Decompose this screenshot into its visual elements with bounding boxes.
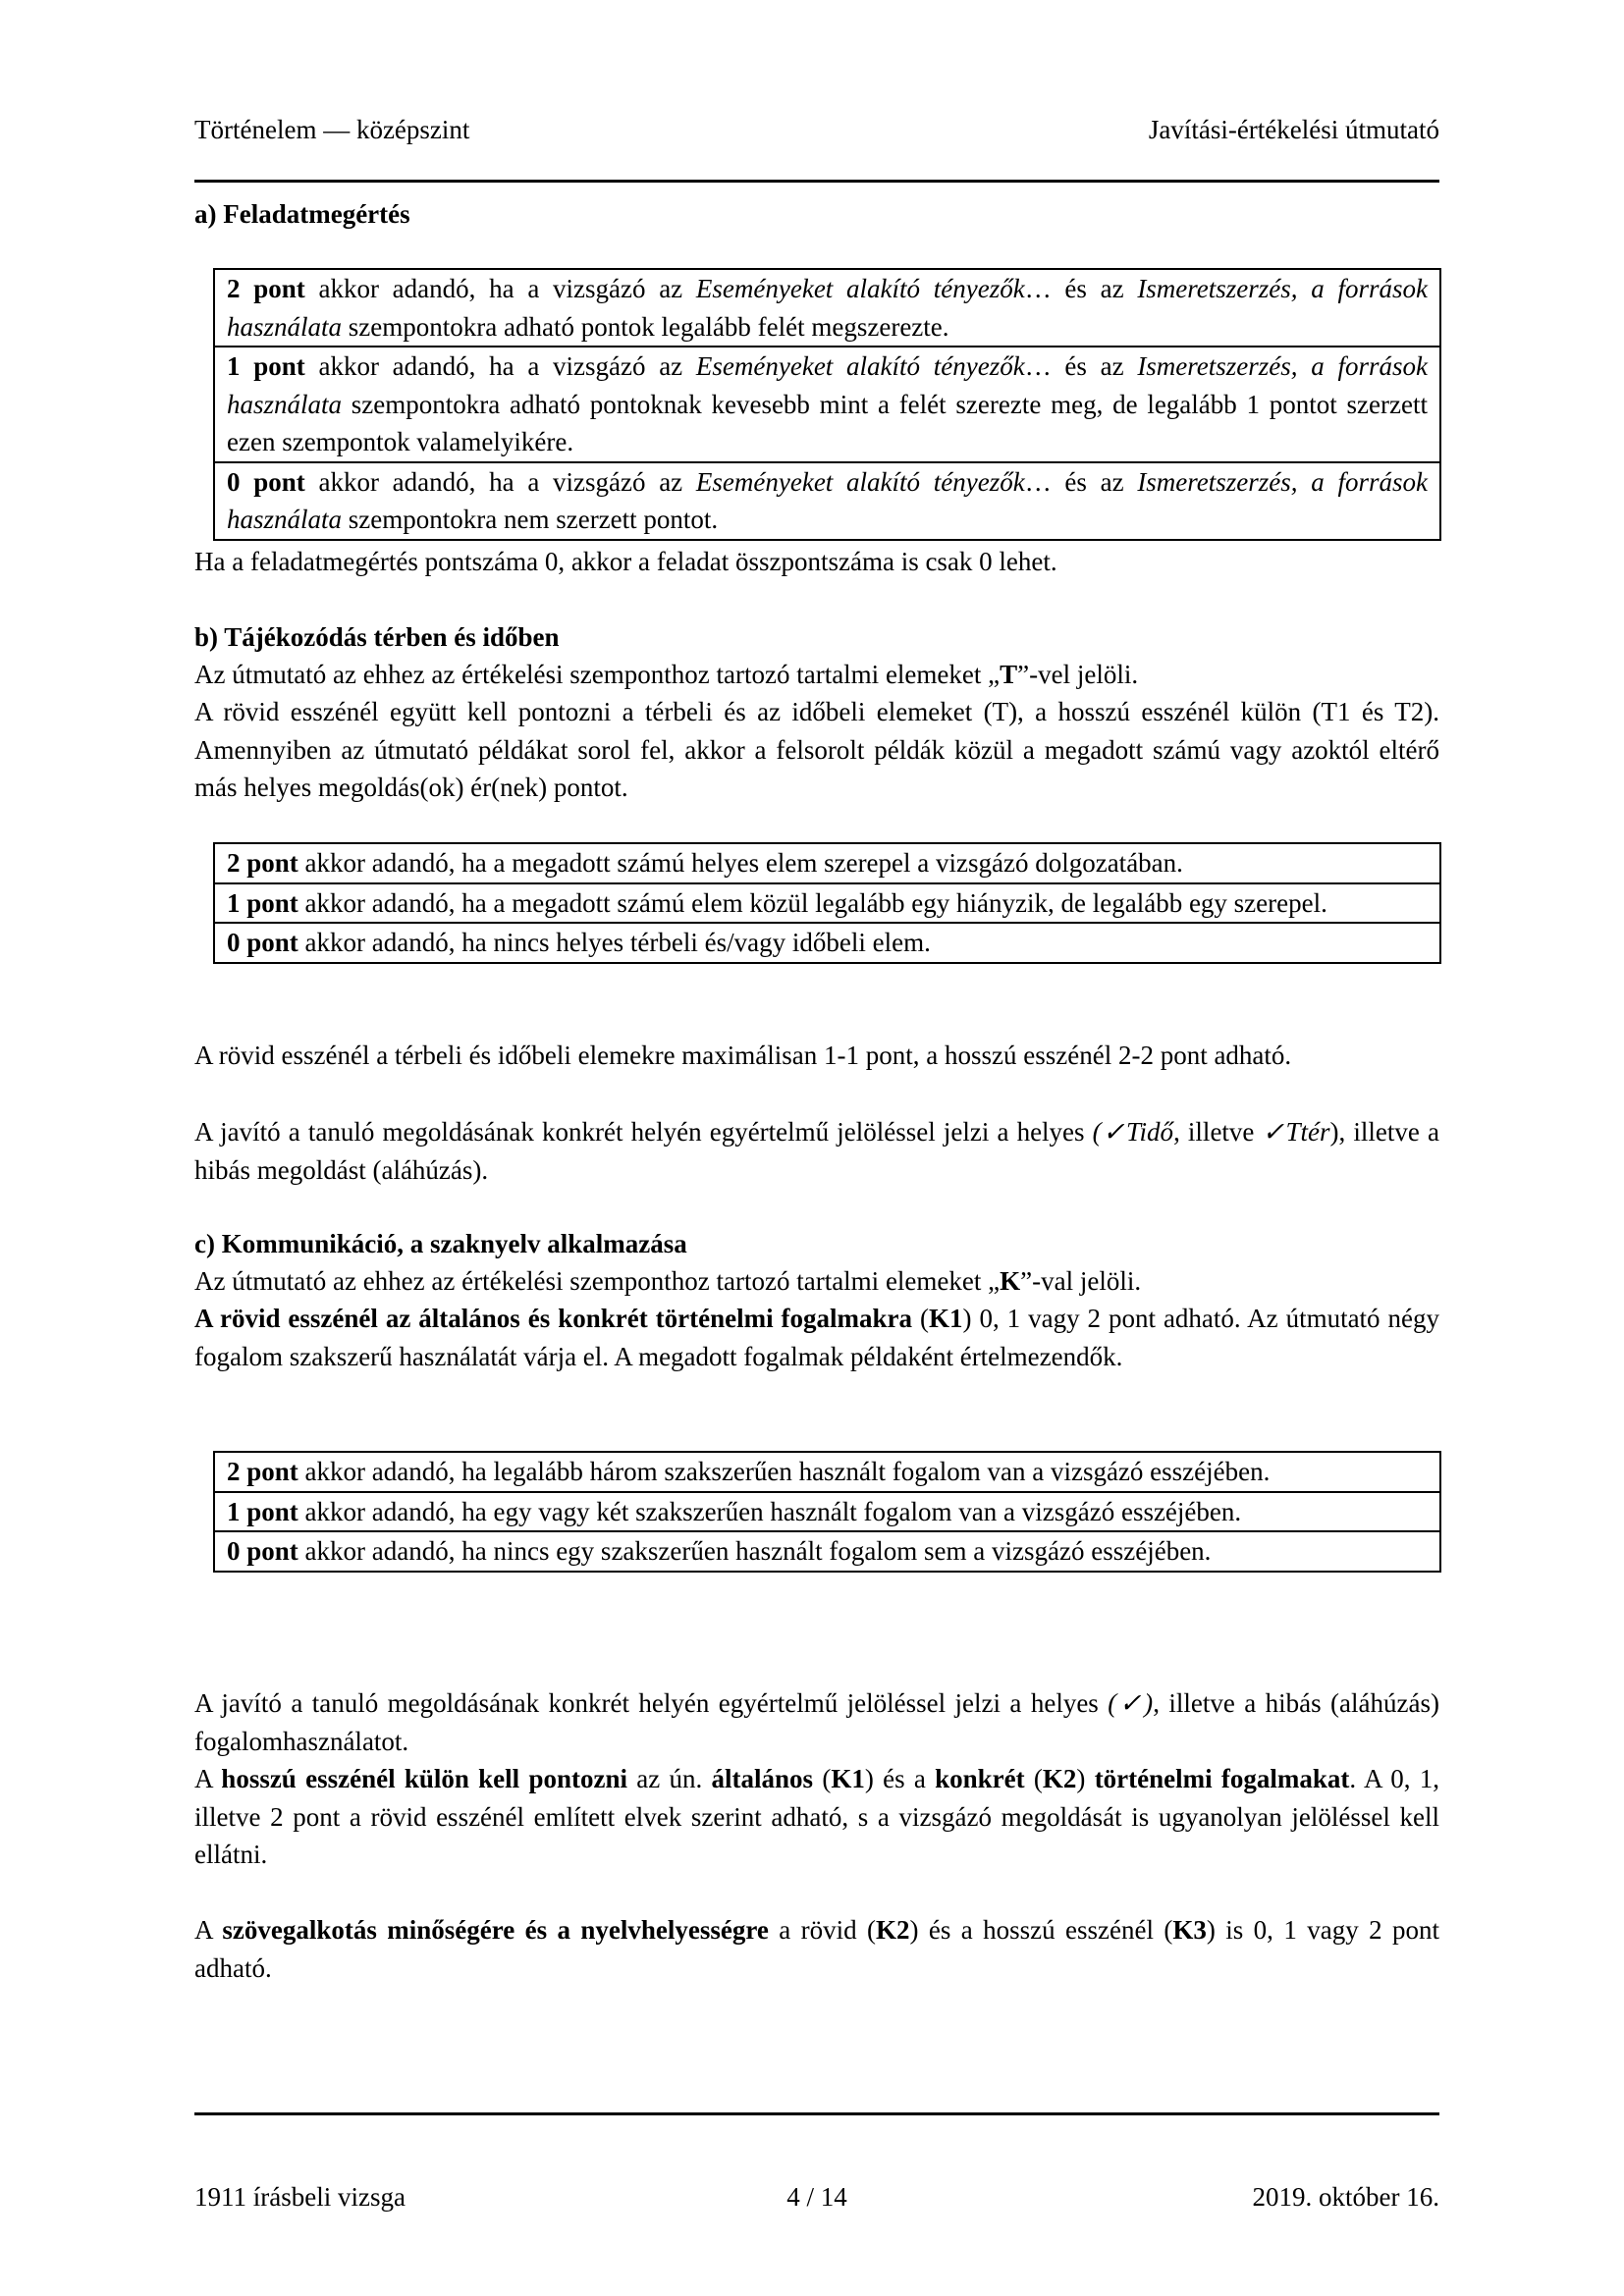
checkmark-label: (✓) xyxy=(1108,1688,1154,1718)
criterion-name: Eseményeket alakító tényezők xyxy=(695,274,1025,303)
row-text: szempontokra adható pontoknak kevesebb mint a felét szerezte meg, de legalább 1 pontot szerzett ezen szempontok valamelyikére. xyxy=(227,389,1428,456)
section-c-short-essay-rule xyxy=(194,1300,1439,1375)
text: , illetve a hibás (aláhúzás) fogalomhasználatot. xyxy=(194,1688,1439,1756)
text: ) is 0, 1 vagy 2 pont adható. xyxy=(194,1915,1439,1983)
section-a-scoring-table xyxy=(213,268,1441,541)
page-header xyxy=(194,110,1439,149)
points-label: 2 pont xyxy=(227,848,298,878)
section-c-scoring-table xyxy=(213,1451,1441,1573)
row-text: … és az xyxy=(1024,466,1138,497)
note-text: , illetve xyxy=(1173,1117,1263,1147)
footer-rule xyxy=(194,2112,1439,2115)
row-text: … és az xyxy=(1024,351,1138,381)
header-doc-title: Javítási-értékelési útmutató xyxy=(1148,115,1439,144)
section-c-title: c) Kommunikáció, a szaknyelv alkalmazása xyxy=(194,1229,687,1258)
code-k2: K2 xyxy=(1042,1764,1077,1793)
section-a-note: Ha a feladatmegértés pontszáma 0, akkor a feladat összpontszáma is csak 0 lehet. xyxy=(194,547,1057,576)
text: ) és a xyxy=(864,1764,936,1793)
row-text: … és az xyxy=(1024,274,1138,303)
row-text: szempontokra nem szerzett pontot. xyxy=(342,505,719,534)
row-text: akkor adandó, ha a megadott számú elem közül legalább egy hiányzik, de legalább egy szerepel. xyxy=(298,887,1327,918)
criterion-name: Eseményeket alakító tényezők xyxy=(695,351,1025,381)
text: az ún. xyxy=(626,1764,712,1793)
section-b-scoring-table xyxy=(213,842,1441,964)
emphasis-text: hosszú esszénél külön kell pontozni xyxy=(221,1764,627,1793)
emphasis-text: általános xyxy=(711,1764,814,1793)
marker-letter: K xyxy=(1000,1266,1021,1296)
note-text: ), illetve a hibás megoldást (aláhúzás). xyxy=(194,1117,1439,1185)
scoring-row xyxy=(215,1453,1439,1493)
emphasis-text: konkrét xyxy=(935,1764,1025,1793)
row-text: akkor adandó, ha a vizsgázó az xyxy=(304,274,696,303)
points-label: 2 pont xyxy=(227,1457,298,1486)
criterion-name: Ismeretszerzés, a források használata xyxy=(227,274,1428,342)
code-k1: K1 xyxy=(928,1304,963,1333)
page-footer xyxy=(194,2177,1439,2216)
emphasis-text: történelmi fogalmakat xyxy=(1094,1764,1350,1793)
intro-text: Az útmutató az ehhez az értékelési szemponthoz tartozó tartalmi elemeket „ xyxy=(194,660,1001,689)
row-text: akkor adandó, ha a vizsgázó az xyxy=(304,351,696,381)
note-text: A javító a tanuló megoldásának konkrét helyén egyértelmű jelöléssel jelzi a helyes xyxy=(194,1117,1093,1147)
scoring-row xyxy=(215,924,1439,962)
scoring-row xyxy=(215,1493,1439,1533)
intro-text: ”-val jelöli. xyxy=(1020,1266,1142,1296)
code-k3: K3 xyxy=(1172,1915,1207,1945)
points-label: 1 pont xyxy=(227,351,305,381)
section-b-paragraph: A rövid esszénél együtt kell pontozni a térbeli és az időbeli elemeket (T), a hosszú esszénél külön (T1 és T2). Amennyiben az útmutató példákat sorol fel, akkor a felsorolt példák közül a megadott számú vagy azoktól eltérő más helyes megoldás(ok) ér(nek) pontot. xyxy=(194,697,1439,802)
text: ( xyxy=(1024,1764,1043,1793)
code-k2: K2 xyxy=(876,1915,910,1945)
section-a-title: a) Feladatmegértés xyxy=(194,199,410,229)
page-number: 4 / 14 xyxy=(786,2182,847,2212)
section-b-title: b) Tájékozódás térben és időben xyxy=(194,622,560,652)
scoring-row xyxy=(215,270,1439,347)
text: ) xyxy=(1076,1764,1095,1793)
row-text: szempontokra adható pontok legalább felét megszerezte. xyxy=(342,311,949,342)
text: ) és a hosszú esszénél ( xyxy=(909,1915,1173,1945)
points-label: 1 pont xyxy=(227,1496,298,1526)
criterion-name: Ismeretszerzés, a források használata xyxy=(227,466,1428,534)
criterion-name: Ismeretszerzés, a források használata xyxy=(227,351,1428,419)
section-b-marking-note xyxy=(194,1113,1439,1189)
code-k1: K1 xyxy=(831,1764,865,1793)
row-text: akkor adandó, ha nincs egy szakszerűen használt fogalom sem a vizsgázó esszéjében. xyxy=(298,1536,1212,1566)
row-text: akkor adandó, ha nincs helyes térbeli és/vagy időbeli elem. xyxy=(298,928,931,957)
text: ) 0, 1 vagy 2 pont adható. Az útmutató négy fogalom szakszerű használatát várja el. A megadott fogalmak példaként értelmezendők. xyxy=(194,1304,1439,1371)
row-text: akkor adandó, ha egy vagy két szakszerűen használt fogalom van a vizsgázó esszéjében. xyxy=(298,1496,1242,1526)
text: A xyxy=(194,1764,222,1793)
header-rule xyxy=(194,180,1439,183)
points-label: 2 pont xyxy=(227,274,305,303)
text: A xyxy=(194,1915,223,1945)
emphasis-text: A rövid esszénél az általános és konkrét történelmi fogalmakra xyxy=(194,1304,913,1333)
row-text: akkor adandó, ha legalább három szakszerűen használt fogalom van a vizsgázó esszéjében. xyxy=(298,1457,1271,1486)
checkmark-time-label: (✓Tidő xyxy=(1092,1117,1174,1147)
points-label: 0 pont xyxy=(227,466,305,497)
section-c-text-quality-rule xyxy=(194,1911,1439,1987)
emphasis-text: szövegalkotás minőségére és a nyelvhelyességre xyxy=(222,1915,769,1945)
checkmark-space-label: ✓Ttér xyxy=(1262,1117,1330,1147)
scoring-row xyxy=(215,884,1439,925)
section-c-marking-note xyxy=(194,1684,1439,1760)
text: ( xyxy=(912,1304,929,1333)
marker-letter: T xyxy=(1000,660,1018,689)
intro-text: ”-vel jelöli. xyxy=(1017,660,1139,689)
intro-text: Az útmutató az ehhez az értékelési szemponthoz tartozó tartalmi elemeket „ xyxy=(194,1266,1001,1296)
header-subject: Történelem — középszint xyxy=(194,115,470,144)
points-label: 0 pont xyxy=(227,1536,298,1566)
text: ( xyxy=(813,1764,832,1793)
section-c-intro xyxy=(194,1262,1439,1301)
row-text: akkor adandó, ha a megadott számú helyes elem szerepel a vizsgázó dolgozatában. xyxy=(298,848,1183,878)
section-b-max-points: A rövid esszénél a térbeli és időbeli elemekre maximálisan 1-1 pont, a hosszú esszénél 2-2 pont adható. xyxy=(194,1041,1292,1070)
scoring-row xyxy=(215,463,1439,539)
points-label: 0 pont xyxy=(227,928,298,957)
text: A javító a tanuló megoldásának konkrét helyén egyértelmű jelöléssel jelzi a helyes xyxy=(194,1688,1109,1718)
footer-exam-code: 1911 írásbeli vizsga xyxy=(194,2182,406,2212)
section-b-intro xyxy=(194,656,1439,694)
footer-date: 2019. október 16. xyxy=(1252,2182,1439,2212)
criterion-name: Eseményeket alakító tényezők xyxy=(695,466,1025,497)
row-text: akkor adandó, ha a vizsgázó az xyxy=(304,466,696,497)
scoring-row xyxy=(215,844,1439,884)
section-c-long-essay-rule xyxy=(194,1760,1439,1874)
text: a rövid ( xyxy=(768,1915,877,1945)
points-label: 1 pont xyxy=(227,887,298,918)
text: . A 0, 1, illetve 2 pont a rövid esszénél említett elvek szerint adható, s a vizsgázó megoldását is ugyanolyan jelöléssel kell ellátni. xyxy=(194,1764,1439,1869)
scoring-row xyxy=(215,1532,1439,1571)
scoring-row xyxy=(215,347,1439,463)
